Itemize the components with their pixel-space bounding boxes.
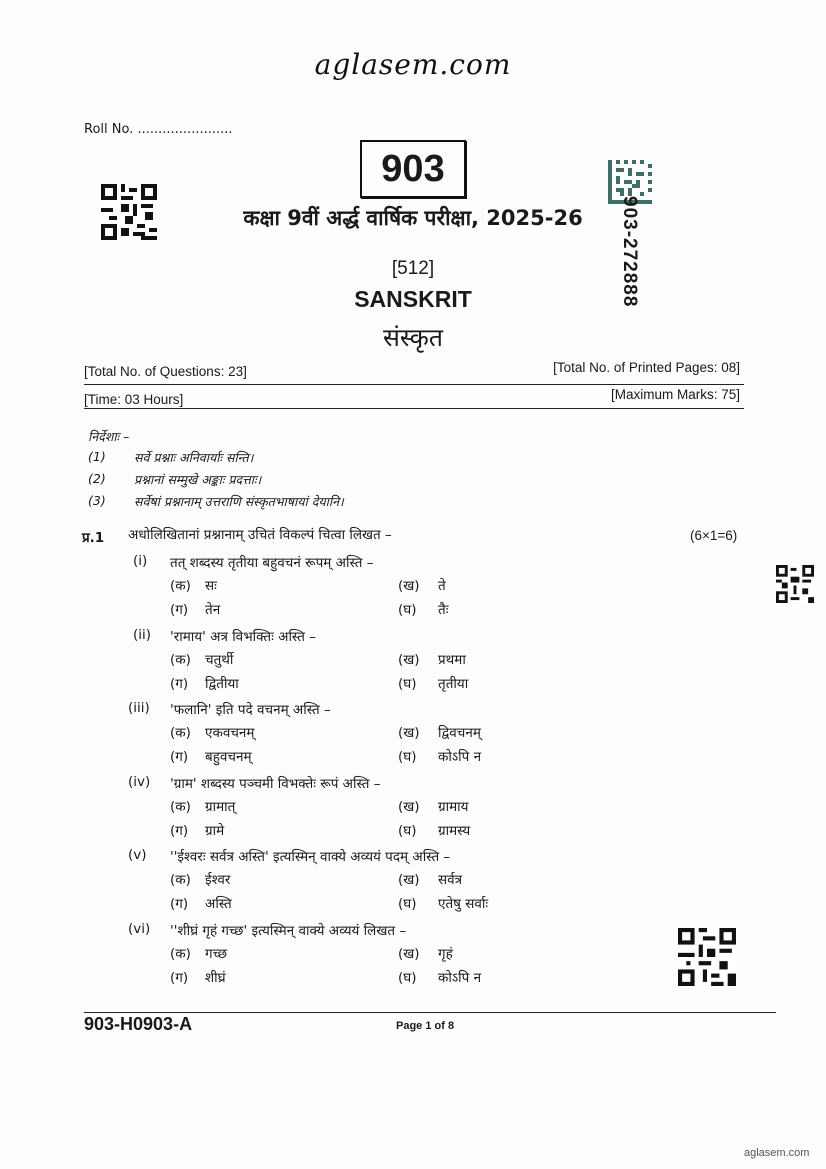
- sub-question-number: (vi): [128, 920, 151, 937]
- option-label: (ख): [398, 651, 420, 668]
- total-questions: [Total No. of Questions: 23]: [84, 364, 247, 379]
- instruction-number: (2): [88, 471, 106, 486]
- option-text: गृहं: [438, 945, 453, 962]
- question-marks: (6×1=6): [690, 528, 738, 543]
- option-text: ते: [438, 578, 446, 594]
- qr-code-icon: [678, 928, 736, 986]
- option-text: प्रथमा: [438, 651, 466, 668]
- footer-divider: [84, 1012, 776, 1013]
- sub-question-number: (iii): [128, 700, 150, 716]
- header-divider: [84, 384, 744, 385]
- option-label: (घ): [398, 896, 417, 912]
- sub-question-number: (ii): [133, 626, 152, 643]
- option-text: शीघ्रं: [205, 969, 226, 986]
- option-text: सः: [205, 578, 217, 594]
- question-number: प्र.1: [82, 530, 105, 546]
- option-text: चतुर्थी: [205, 651, 234, 668]
- sub-question-text: 'फलानि' इति पदे वचनम् अस्ति –: [170, 702, 331, 718]
- option-label: (ग): [170, 602, 189, 618]
- exam-time: [Time: 03 Hours]: [84, 392, 184, 407]
- option-label: (क): [170, 872, 191, 888]
- exam-title: कक्षा 9वीं अर्द्ध वार्षिक परीक्षा, 2025-26: [243, 206, 583, 230]
- option-label: (ख): [398, 578, 420, 594]
- maximum-marks: [Maximum Marks: 75]: [610, 387, 740, 402]
- option-label: (ख): [398, 945, 420, 962]
- option-text: एकवचनम्: [205, 725, 255, 741]
- option-text: अस्ति: [205, 896, 232, 912]
- sub-question-number: (v): [128, 847, 147, 863]
- roll-number: Roll No. .......................: [84, 122, 233, 137]
- sub-question-text: 'रामाय' अत्र विभक्तिः अस्ति –: [170, 628, 316, 645]
- serial-number: 903-272888: [619, 196, 640, 308]
- option-text: द्विवचनम्: [438, 725, 481, 741]
- site-watermark: aglasem.com: [744, 1147, 810, 1159]
- subject-name-hindi: संस्कृत: [382, 323, 444, 352]
- question-text: अधोलिखितानां प्रश्नानाम् उचितं विकल्पं चित्वा लिखत –: [128, 527, 392, 543]
- subject-code: [512]: [391, 258, 435, 279]
- sub-question-number: (i): [133, 553, 148, 569]
- option-text: तैः: [438, 602, 449, 618]
- option-text: ग्रामाय: [438, 798, 469, 815]
- qr-code-icon: [776, 565, 814, 603]
- option-text: कोऽपि न: [438, 969, 482, 986]
- option-label: (क): [170, 651, 191, 668]
- sub-question-text: 'ग्राम' शब्दस्य पञ्चमी विभक्तेः रूपं अस्ति –: [170, 775, 381, 792]
- instruction-text: सर्वेषां प्रश्नानाम् उत्तराणि संस्कृतभाषायां देयानि।: [134, 494, 344, 509]
- option-label: (क): [170, 798, 191, 815]
- sub-question-text: तत् शब्दस्य तृतीया बहुवचनं रूपम् अस्ति –: [170, 555, 374, 571]
- option-text: ग्रामस्य: [438, 822, 471, 839]
- watermark-logo: aglasem.com: [314, 48, 512, 81]
- paper-id: 903-H0903-A: [84, 1014, 193, 1034]
- instructions-heading: निर्देशाः –: [88, 429, 130, 444]
- option-label: (ग): [170, 749, 189, 765]
- option-label: (ख): [398, 725, 420, 741]
- paper-code-box: 903: [360, 140, 466, 198]
- option-label: (घ): [398, 749, 417, 765]
- option-label: (घ): [398, 675, 417, 692]
- option-text: बहुवचनम्: [205, 749, 252, 765]
- option-text: तेन: [205, 602, 221, 618]
- printed-pages: [Total No. of Printed Pages: 08]: [553, 360, 740, 375]
- instruction-number: (3): [88, 493, 106, 508]
- page-number: Page 1 of 8: [396, 1020, 455, 1032]
- option-label: (ग): [170, 896, 189, 912]
- option-text: सर्वत्र: [438, 872, 463, 888]
- sub-question-text: ''शीघ्रं गृहं गच्छ' इत्यस्मिन् वाक्ये अव्ययं लिखत –: [170, 922, 407, 939]
- option-text: ग्रामे: [205, 822, 225, 839]
- option-label: (घ): [398, 969, 417, 986]
- option-label: (ख): [398, 798, 420, 815]
- option-text: गच्छ: [205, 945, 228, 962]
- option-text: ईश्वर: [205, 872, 231, 888]
- instruction-text: सर्वे प्रश्नाः अनिवार्याः सन्ति।: [134, 450, 254, 465]
- option-text: ग्रामात्: [205, 798, 236, 815]
- option-text: तृतीया: [438, 675, 469, 692]
- instruction-number: (1): [88, 449, 106, 464]
- option-label: (क): [170, 725, 191, 741]
- option-label: (घ): [398, 602, 417, 618]
- option-text: कोऽपि न: [438, 749, 482, 765]
- option-text: एतेषु सर्वाः: [438, 896, 489, 912]
- option-label: (ग): [170, 969, 189, 986]
- meta-divider: [84, 408, 744, 409]
- option-label: (क): [170, 578, 191, 594]
- instruction-text: प्रश्नानां सम्मुखे अङ्काः प्रदत्ताः।: [134, 472, 262, 487]
- option-label: (ख): [398, 872, 420, 888]
- option-label: (घ): [398, 822, 417, 839]
- option-label: (क): [170, 945, 191, 962]
- option-label: (ग): [170, 822, 189, 839]
- option-label: (ग): [170, 675, 189, 692]
- sub-question-number: (iv): [128, 773, 151, 790]
- sub-question-text: ''ईश्वरः सर्वत्र अस्ति' इत्यस्मिन् वाक्ये अव्ययं पदम् अस्ति –: [170, 849, 451, 865]
- option-text: द्वितीया: [205, 675, 239, 692]
- subject-name-english: SANSKRIT: [354, 286, 472, 312]
